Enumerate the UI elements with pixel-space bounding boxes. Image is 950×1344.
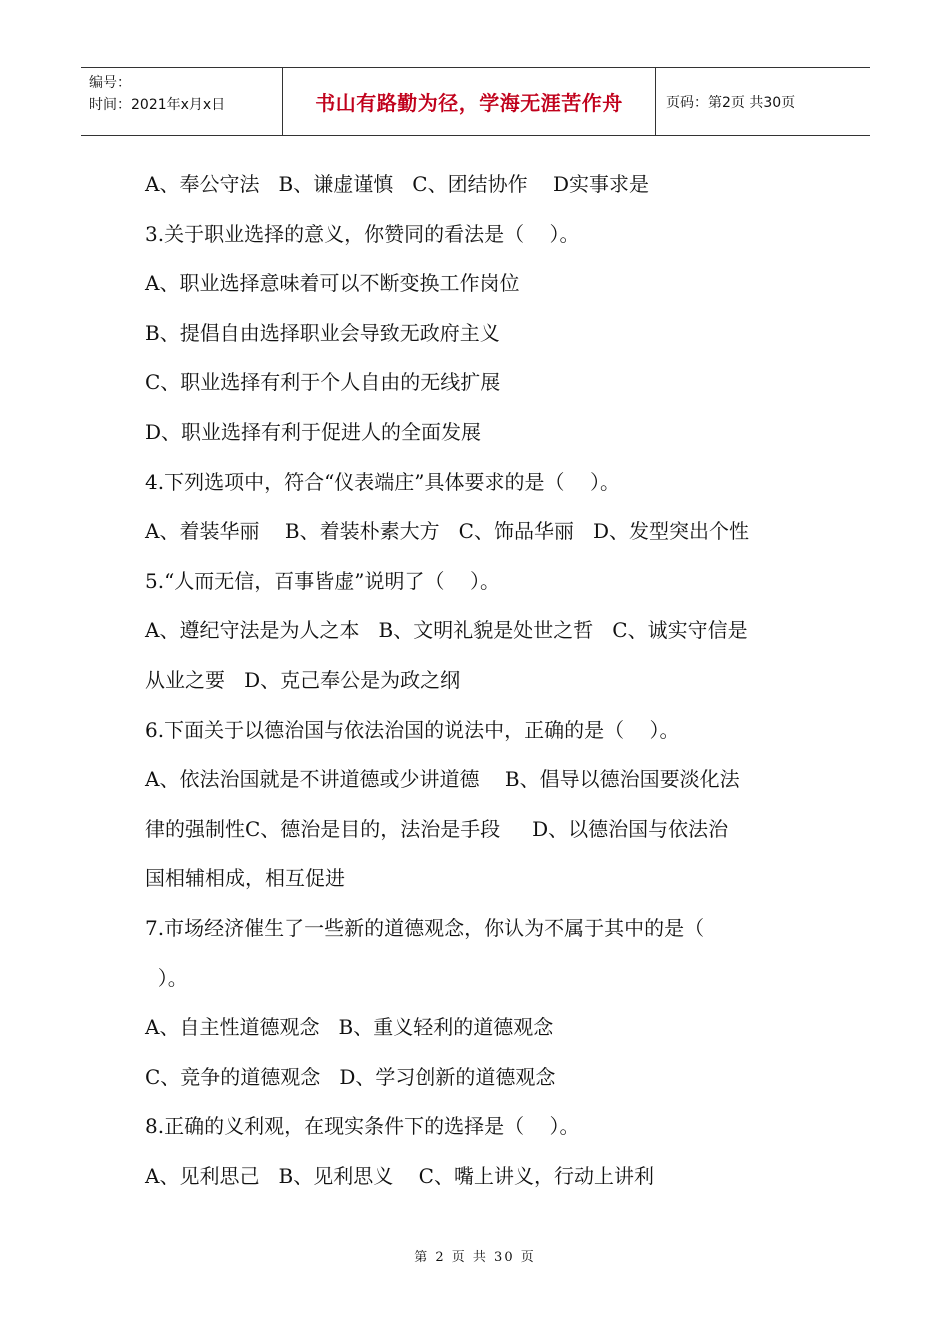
- text-line: 3.关于职业选择的意义，你赞同的看法是（ ）。: [145, 221, 580, 246]
- page-header: [81, 67, 870, 136]
- text-line: A、遵纪守法是为人之本 B、文明礼貌是处世之哲 C、诚实守信是: [145, 618, 748, 643]
- header-page-info: 页码：第2页 共30页: [666, 94, 796, 111]
- serial-number-label: 编号：: [89, 75, 131, 91]
- text-line: A、着装华丽 B、着装朴素大方 C、饰品华丽 D、发型突出个性: [145, 519, 750, 544]
- text-line: ）。: [145, 965, 188, 990]
- text-line: 7.市场经济催生了一些新的道德观念，你认为不属于其中的是（: [145, 915, 705, 940]
- text-line: A、奉公守法 B、谦虚谨慎 C、团结协作 D实事求是: [145, 172, 650, 196]
- text-line: 从业之要 D、克己奉公是为政之纲: [145, 667, 461, 692]
- text-line: B、提倡自由选择职业会导致无政府主义: [145, 320, 500, 345]
- text-line: A、职业选择意味着可以不断变换工作岗位: [145, 271, 520, 296]
- page-footer: 第 2 页 共 30 页: [414, 1250, 536, 1265]
- text-line: C、职业选择有利于个人自由的无线扩展: [145, 370, 501, 395]
- text-line: A、依法治国就是不讲道德或少讲道德 B、倡导以德治国要淡化法: [145, 767, 740, 792]
- text-line: A、见利思己 B、见利思义 C、嘴上讲义，行动上讲利: [145, 1163, 654, 1188]
- text-line: 5.“人而无信，百事皆虚”说明了（ ）。: [145, 568, 500, 593]
- text-line: 6.下面关于以德治国与依法治国的说法中，正确的是（ ）。: [145, 717, 680, 742]
- text-line: 4.下列选项中，符合“仪表端庄”具体要求的是（ ）。: [145, 469, 620, 494]
- text-line: D、职业选择有利于促进人的全面发展: [145, 419, 482, 444]
- date-label: 时间：2021年x月x日: [89, 97, 226, 113]
- text-line: C、竞争的道德观念 D、学习创新的道德观念: [145, 1064, 556, 1089]
- text-line: A、自主性道德观念 B、重义轻利的道德观念: [145, 1015, 554, 1040]
- header-meta: [81, 68, 283, 135]
- text-line: 国相辅相成，相互促进: [145, 866, 345, 891]
- header-motto: 书山有路勤为径，学海无涯苦作舟: [283, 68, 656, 135]
- text-line: 8.正确的义利观，在现实条件下的选择是（ ）。: [145, 1114, 580, 1139]
- question-body: [145, 160, 810, 1201]
- text-line: 律的强制性C、德治是目的，法治是手段 D、以德治国与依法治: [145, 816, 729, 841]
